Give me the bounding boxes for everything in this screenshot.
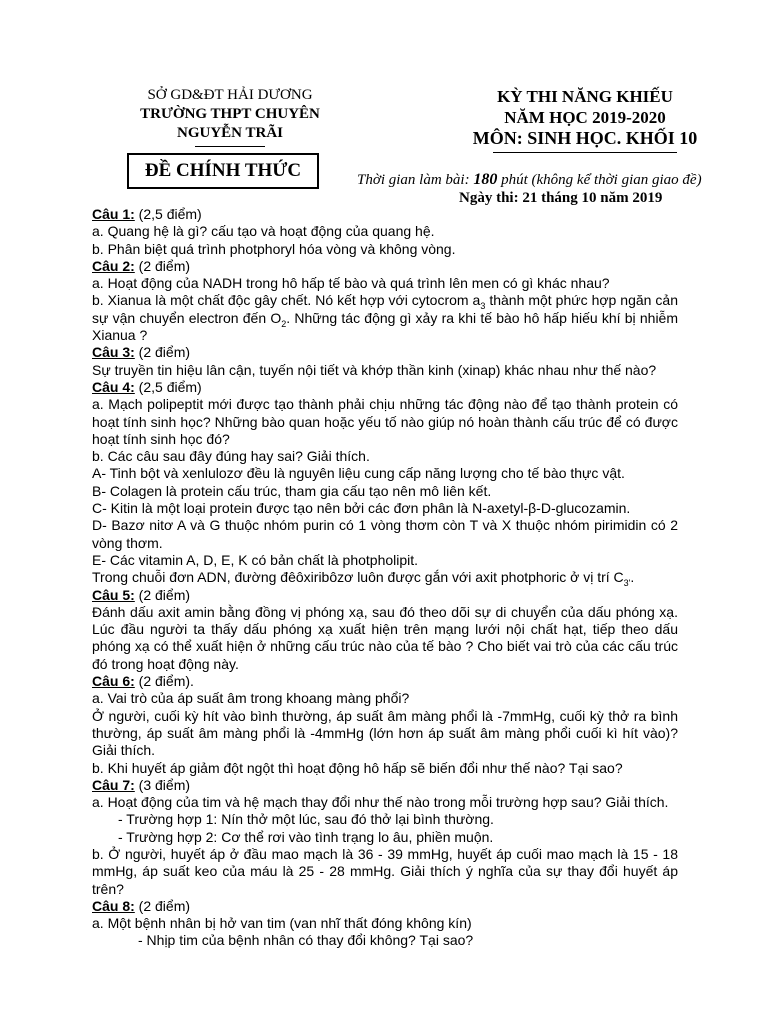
duration-minutes: 180 <box>473 171 498 188</box>
question-3-heading <box>92 344 678 361</box>
official-exam-label: ĐỀ CHÍNH THỨC <box>127 153 319 189</box>
question-2b-part3: . Những tác động gì xảy ra khi tế bào hô hấp hiếu khí bị nhiễm Xianua ? <box>92 309 678 344</box>
question-3-points: (2 điểm) <box>134 344 191 361</box>
question-7-heading <box>92 777 678 794</box>
question-5-points: (2 điểm) <box>134 586 191 603</box>
question-4-statement-f-sub: 3' <box>623 578 631 589</box>
question-4-points: (2,5 điểm) <box>134 378 202 395</box>
question-1b: b. Phân biệt quá trình photphoryl hóa vòng và không vòng. <box>92 240 456 257</box>
question-8a-sub: - Nhịp tim của bệnh nhân có thay đổi không? Tại sao? <box>138 932 474 949</box>
question-7-case-2: - Trường hợp 2: Cơ thể rơi vào tình trạng lo âu, phiền muộn. <box>118 828 494 845</box>
question-4-statement-b: B- Colagen là protein cấu trúc, tham gia cấu tạo nên mô liên kết. <box>92 482 492 499</box>
question-8-title: Câu 8: <box>92 897 135 914</box>
exam-questions <box>92 206 678 950</box>
header-left <box>100 86 360 147</box>
question-2b-part2: thành một phức hợp ngăn cản sự vận chuyển electron đến O <box>92 292 679 326</box>
question-7b: b. Ở người, huyết áp ở đầu mao mạch là 36 - 39 mmHg, huyết áp cuối mao mạch là 15 - 18 mmHg, áp suất keo của máu là 25 - 28 mmHg. Giải thích ý nghĩa của sự thay đổi huyết áp trên? <box>92 845 678 897</box>
question-2b-sub1: 3 <box>480 301 486 312</box>
question-8a: a. Một bệnh nhân bị hở van tim (van nhĩ thất đóng không kín) <box>92 915 472 932</box>
question-5-heading <box>92 587 678 604</box>
school-name: NGUYỄN TRÃI <box>177 125 283 141</box>
question-4-statement-d: D- Bazơ nitơ A và G thuộc nhóm purin có 1 vòng thơm còn T và X thuộc nhóm pirimidin có 2 vòng thơm. <box>92 517 678 551</box>
question-4-statement-c: C- Kitin là một loại protein được tạo nên bởi các đơn phân là N-axetyl-β-D-glucozamin. <box>92 500 631 517</box>
question-3-title: Câu 3: <box>92 344 135 361</box>
school-line: TRƯỜNG THPT CHUYÊN <box>140 106 320 122</box>
question-7-case-1: - Trường hợp 1: Nín thở một lúc, sau đó thở lại bình thường. <box>118 811 494 828</box>
question-1-title: Câu 1: <box>92 206 135 222</box>
question-8-points: (2 điểm) <box>134 897 191 914</box>
question-7-points: (3 điểm) <box>134 776 191 793</box>
question-3-text: Sự truyền tin hiệu lân cận, tuyến nội tiết và khớp thần kinh (xinap) khác nhau như thế nào? <box>92 361 657 378</box>
question-7-title: Câu 7: <box>92 776 135 793</box>
question-4-statement-f <box>92 569 678 589</box>
question-6-heading <box>92 673 678 690</box>
question-2b-part1: b. Xianua là một chất độc gây chết. Nó kết hợp với cytocrom a <box>92 292 481 309</box>
school-year: NĂM HỌC 2019-2020 <box>504 108 666 127</box>
department-name: SỞ GD&ĐT HẢI DƯƠNG <box>147 87 313 103</box>
question-4b: b. Các câu sau đây đúng hay sai? Giải thích. <box>92 448 370 465</box>
question-2-title: Câu 2: <box>92 257 135 274</box>
question-4-statement-f-part1: Trong chuỗi đơn ADN, đường đêôxiribôzơ luôn được gắn với axit photphoric ở vị trí C <box>92 569 624 586</box>
header-right-rule <box>493 152 677 153</box>
question-1a: a. Quang hệ là gì? cấu tạo và hoạt động của quang hệ. <box>92 223 435 240</box>
question-1-points: (2,5 điểm) <box>134 206 202 222</box>
question-5-text: Đánh dấu axit amin bằng đồng vị phóng xạ, sau đó theo dõi sự di chuyển của dấu phóng xạ. Lúc đầu người ta thấy dấu phóng xạ xuất hiện trên mạng lưới nội chất hạt, tiếp theo dấu phóng xạ có thể xuất hiện ở những cấu trúc nào của tế bào ? Cho biết vai trò của các cấu trúc đó trong hoạt động này. <box>92 603 678 672</box>
question-2b <box>92 292 678 344</box>
question-4-title: Câu 4: <box>92 378 135 395</box>
question-4-statement-f-part2: . <box>630 569 635 586</box>
question-4-statement-a: A- Tinh bột và xenlulozơ đều là nguyên liệu cung cấp năng lượng cho tế bào thực vật. <box>92 465 625 482</box>
question-5-title: Câu 5: <box>92 586 135 603</box>
exam-title: KỲ THI NĂNG KHIẾU <box>497 87 673 106</box>
question-2-heading <box>92 258 678 275</box>
exam-date: Ngày thi: 21 tháng 10 năm 2019 <box>459 190 663 206</box>
question-4-heading <box>92 379 678 396</box>
question-6a: a. Vai trò của áp suất âm trong khoang màng phổi? <box>92 690 410 707</box>
header-left-rule <box>195 146 265 147</box>
header-right <box>440 86 730 153</box>
question-4a: a. Mạch polipeptit mới được tạo thành phải chịu những tác động nào để tạo thành protein có hoạt tính sinh học? Những bào quan hoặc yếu tố nào giúp nó hoàn thành cấu trúc để có được hoạt tính sinh học đó? <box>92 396 678 447</box>
duration-suffix: phút (không kể thời gian giao đề) <box>497 172 702 188</box>
question-8-heading <box>92 898 678 915</box>
question-2-points: (2 điểm) <box>134 257 191 274</box>
question-6-title: Câu 6: <box>92 673 135 690</box>
exam-duration <box>357 170 757 190</box>
question-6a-detail: Ở người, cuối kỳ hít vào bình thường, áp suất âm màng phổi là -7mmHg, cuối kỳ thở ra bình thường, áp suất âm màng phổi là -4mmHg (lớn hơn áp suất âm màng phổi cuối kì hít vào)? Giải thích. <box>92 707 678 759</box>
question-6-points: (2 điểm). <box>134 673 194 690</box>
duration-prefix: Thời gian làm bài: <box>357 172 474 188</box>
question-6b: b. Khi huyết áp giảm đột ngột thì hoạt động hô hấp sẽ biến đổi như thế nào? Tại sao? <box>92 759 623 776</box>
question-1-heading <box>92 206 678 223</box>
question-2b-sub2: 2 <box>281 318 287 329</box>
exam-subject: MÔN: SINH HỌC. KHỐI 10 <box>472 128 698 148</box>
question-4-statement-e: E- Các vitamin A, D, E, K có bản chất là photpholipit. <box>92 551 419 568</box>
question-2a: a. Hoạt động của NADH trong hô hấp tế bào và quá trình lên men có gì khác nhau? <box>92 275 610 292</box>
question-7a: a. Hoạt động của tim và hệ mạch thay đổi như thế nào trong mỗi trường hợp sau? Giải thích. <box>92 794 669 811</box>
